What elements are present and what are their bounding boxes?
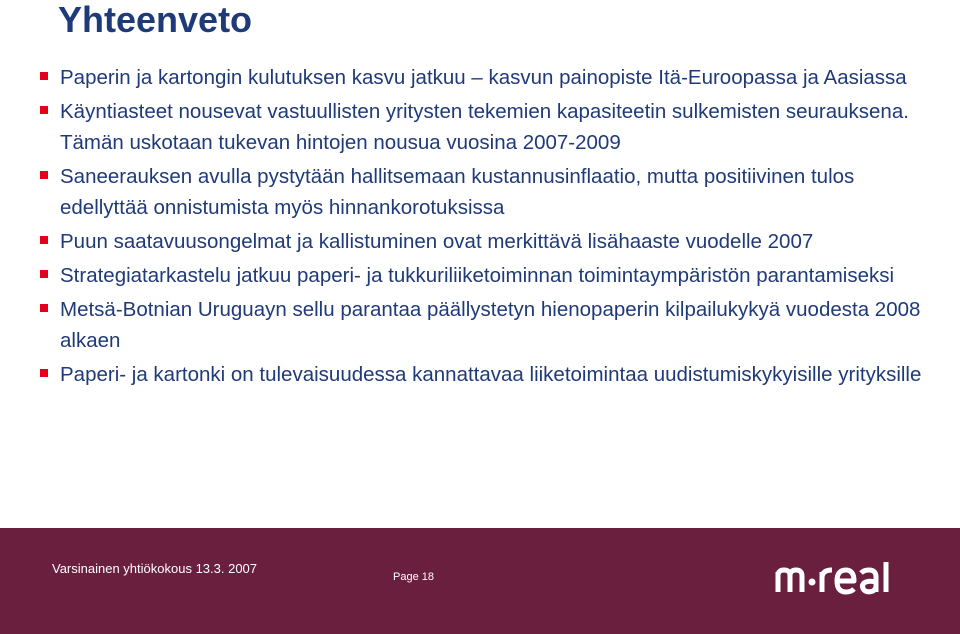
bullet-item (40, 62, 940, 93)
page-number: Page 18 (393, 571, 434, 583)
bullet-text: Käyntiasteet nousevat vastuullisten yritysten tekemien kapasiteetin sulkemisten seurauksena. Tämän uskotaan tukevan hintojen nousua vuosina 2007-2009 (60, 100, 909, 154)
bullet-item (40, 161, 940, 223)
bullet-item (40, 96, 940, 158)
red-square-bullet-icon (40, 369, 48, 377)
bullet-item (40, 226, 940, 257)
bullet-text: Paperi- ja kartonki on tulevaisuudessa kannattavaa liiketoimintaa uudistumiskykyisille yrityksille (60, 363, 922, 386)
red-square-bullet-icon (40, 270, 48, 278)
bullet-text: Strategiatarkastelu jatkuu paperi- ja tukkuriliiketoiminnan toimintaympäristön parantamiseksi (60, 264, 895, 287)
slide-title: Yhteenveto (58, 0, 253, 40)
bullet-text: Paperin ja kartongin kulutuksen kasvu jatkuu – kasvun painopiste Itä-Euroopassa ja Aasiassa (60, 66, 907, 89)
bullet-list (40, 62, 940, 393)
red-square-bullet-icon (40, 106, 48, 114)
bullet-text: Puun saatavuusongelmat ja kallistuminen ovat merkittävä lisähaaste vuodelle 2007 (60, 230, 814, 253)
red-square-bullet-icon (40, 236, 48, 244)
red-square-bullet-icon (40, 304, 48, 312)
red-square-bullet-icon (40, 72, 48, 80)
red-square-bullet-icon (40, 171, 48, 179)
bullet-text: Saneerauksen avulla pystytään hallitsemaan kustannusinflaatio, mutta positiivinen tulos edellyttää onnistumista myös hinnankorotuksissa (60, 165, 855, 219)
bullet-text: Metsä-Botnian Uruguayn sellu parantaa päällystetyn hienopaperin kilpailukykyä vuodesta 2008 alkaen (60, 298, 921, 352)
m-real-logo-icon (774, 560, 904, 596)
footer-bar (0, 528, 960, 634)
bullet-item (40, 294, 940, 356)
footer-meeting-label: Varsinainen yhtiökokous 13.3. 2007 (52, 561, 258, 576)
bullet-item (40, 260, 940, 291)
bullet-item (40, 359, 940, 390)
